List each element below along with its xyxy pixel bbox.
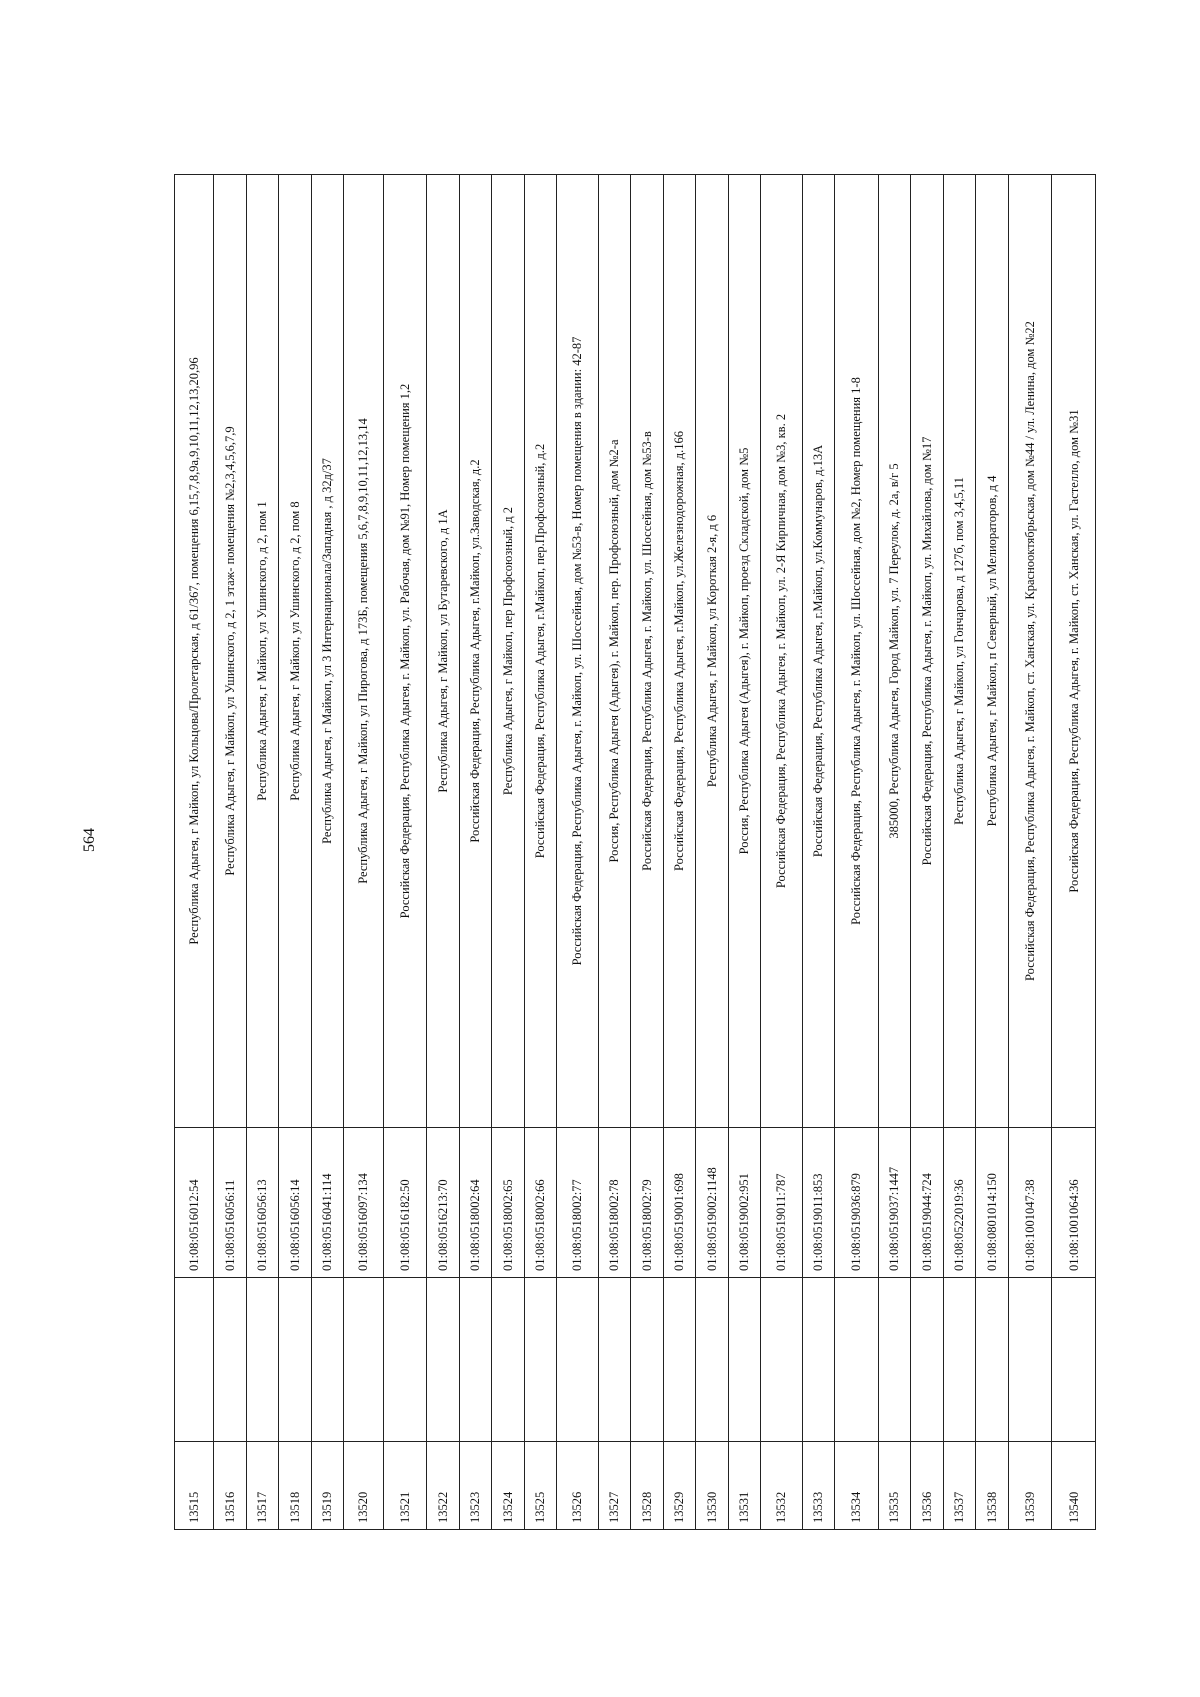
table-row — [1052, 175, 1096, 1530]
address: Российская Федерация, Республика Адыгея, г. Майкоп, ул. Михайлова, дом №17 — [911, 175, 944, 1128]
row-number: 13534 — [835, 1442, 878, 1530]
cadastral-number: 01:08:1001064:36 — [1052, 1128, 1096, 1278]
cadastral-number: 01:08:0522019:36 — [943, 1128, 976, 1278]
address: Россия, Республика Адыгея (Адыгея), г. Майкоп, пер. Профсоюзный, дом №2-а — [598, 175, 631, 1128]
cadastral-number: 01:08:0519011:853 — [802, 1128, 835, 1278]
table-row — [426, 175, 459, 1530]
empty-cell — [459, 1278, 492, 1442]
cadastral-table — [174, 174, 1096, 1530]
address: Российская Федерация, Республика Адыгея, г. Майкоп, ст. Ханская, ул. Гастелло, дом №31 — [1052, 175, 1096, 1128]
table-row — [761, 175, 802, 1530]
empty-cell — [943, 1278, 976, 1442]
cadastral-number: 01:08:0516056:13 — [246, 1128, 279, 1278]
cadastral-number: 01:08:0516012:54 — [175, 1128, 214, 1278]
cadastral-number: 01:08:0518002:78 — [598, 1128, 631, 1278]
row-number: 13539 — [1009, 1442, 1052, 1530]
address: Республика Адыгея, г Майкоп, ул Кольцова/Пролетарская, д 61/367, помещения 6,15,7,8,9а,9,10,11,12,13,20,96 — [175, 175, 214, 1128]
table-row — [696, 175, 729, 1530]
table-row — [524, 175, 557, 1530]
empty-cell — [911, 1278, 944, 1442]
row-number: 13536 — [911, 1442, 944, 1530]
empty-cell — [631, 1278, 664, 1442]
address: Республика Адыгея, г Майкоп, пер Профсоюзный, д 2 — [492, 175, 525, 1128]
address: Российская Федерация, Республика Адыгея, г. Майкоп, ул. 2-Я Кирпичная, дом №3, кв. 2 — [761, 175, 802, 1128]
cadastral-number: 01:08:0518002:77 — [557, 1128, 598, 1278]
row-number: 13529 — [663, 1442, 696, 1530]
row-number: 13540 — [1052, 1442, 1096, 1530]
empty-cell — [835, 1278, 878, 1442]
table-row — [878, 175, 911, 1530]
table-row — [802, 175, 835, 1530]
address: Российская Федерация, Республика Адыгея, г.Майкоп, пер.Профсоюзный, д.2 — [524, 175, 557, 1128]
table-row — [1009, 175, 1052, 1530]
empty-cell — [598, 1278, 631, 1442]
empty-cell — [1052, 1278, 1096, 1442]
address: Республика Адыгея, г Майкоп, ул Пирогова, д 173Б, помещения 5,6,7,8,9,10,11,12,13,14 — [344, 175, 383, 1128]
table-row — [279, 175, 312, 1530]
empty-cell — [663, 1278, 696, 1442]
row-number: 13528 — [631, 1442, 664, 1530]
address: Российская Федерация, Республика Адыгея, г. Майкоп, ул. Шоссейная, дом №53-в, Номер помещения в здании: 42-87 — [557, 175, 598, 1128]
cadastral-number: 01:08:0516182:50 — [383, 1128, 426, 1278]
empty-cell — [802, 1278, 835, 1442]
row-number: 13524 — [492, 1442, 525, 1530]
row-number: 13522 — [426, 1442, 459, 1530]
cadastral-number: 01:08:0518002:79 — [631, 1128, 664, 1278]
address: Республика Адыгея, г Майкоп, п Северный, ул Мелиораторов, д 4 — [976, 175, 1009, 1128]
address: Республика Адыгея, г Майкоп, ул Ушинского, д 2, 1 этаж- помещения №2,3,4,5,6,7,9 — [214, 175, 247, 1128]
address: Российская Федерация, Республика Адыгея, г.Майкоп, ул.Коммунаров, д.13А — [802, 175, 835, 1128]
address: Россия, Республика Адыгея (Адыгея), г. Майкоп, проезд Складской, дом №5 — [728, 175, 761, 1128]
row-number: 13520 — [344, 1442, 383, 1530]
empty-cell — [344, 1278, 383, 1442]
row-number: 13538 — [976, 1442, 1009, 1530]
row-number: 13521 — [383, 1442, 426, 1530]
cadastral-number: 01:08:0516213:70 — [426, 1128, 459, 1278]
rotated-table-container — [174, 175, 1096, 1530]
cadastral-number: 01:08:0519001:698 — [663, 1128, 696, 1278]
address: Республика Адыгея, г Майкоп, ул Бутаревского, д 1А — [426, 175, 459, 1128]
table-row — [728, 175, 761, 1530]
empty-cell — [878, 1278, 911, 1442]
empty-cell — [311, 1278, 344, 1442]
empty-cell — [175, 1278, 214, 1442]
address: Российская Федерация, Республика Адыгея, г.Майкоп, ул.Заводская, д.2 — [459, 175, 492, 1128]
table-row — [344, 175, 383, 1530]
empty-cell — [246, 1278, 279, 1442]
table-row — [557, 175, 598, 1530]
table-row — [663, 175, 696, 1530]
empty-cell — [761, 1278, 802, 1442]
empty-cell — [1009, 1278, 1052, 1442]
address: Республика Адыгея, г Майкоп, ул Ушинского, д 2, пом 1 — [246, 175, 279, 1128]
table-row — [911, 175, 944, 1530]
table-row — [598, 175, 631, 1530]
cadastral-number: 01:08:0516041:114 — [311, 1128, 344, 1278]
empty-cell — [383, 1278, 426, 1442]
table-row — [459, 175, 492, 1530]
row-number: 13517 — [246, 1442, 279, 1530]
table-row — [943, 175, 976, 1530]
empty-cell — [696, 1278, 729, 1442]
row-number: 13526 — [557, 1442, 598, 1530]
address: 385000, Республика Адыгея, Город Майкоп, ул. 7 Переулок, д. 2а, в/г 5 — [878, 175, 911, 1128]
cadastral-number: 01:08:0518002:64 — [459, 1128, 492, 1278]
cadastral-number: 01:08:0518002:66 — [524, 1128, 557, 1278]
table-row — [383, 175, 426, 1530]
address: Республика Адыгея, г Майкоп, ул Гончарова, д 127б, пом 3,4,5,11 — [943, 175, 976, 1128]
cadastral-number: 01:08:1001047:38 — [1009, 1128, 1052, 1278]
row-number: 13530 — [696, 1442, 729, 1530]
cadastral-number: 01:08:0519036:879 — [835, 1128, 878, 1278]
address: Российская Федерация, Республика Адыгея, г.Майкоп, ул.Железнодорожная, д.166 — [663, 175, 696, 1128]
row-number: 13532 — [761, 1442, 802, 1530]
table-row — [631, 175, 664, 1530]
table-row — [976, 175, 1009, 1530]
table-row — [246, 175, 279, 1530]
address: Российская Федерация, Республика Адыгея, г. Майкоп, ул. Шоссейная, дом №53-в — [631, 175, 664, 1128]
row-number: 13515 — [175, 1442, 214, 1530]
cadastral-number: 01:08:0519002:951 — [728, 1128, 761, 1278]
address: Российская Федерация, Республика Адыгея, г. Майкоп, ст. Ханская, ул. Краснооктябрьская, дом №44 / ул. Ленина, дом №22 — [1009, 175, 1052, 1128]
table-row — [492, 175, 525, 1530]
row-number: 13533 — [802, 1442, 835, 1530]
cadastral-number: 01:08:0516097:134 — [344, 1128, 383, 1278]
row-number: 13516 — [214, 1442, 247, 1530]
address: Республика Адыгея, г Майкоп, ул Короткая 2-я, д 6 — [696, 175, 729, 1128]
table-row — [835, 175, 878, 1530]
cadastral-number: 01:08:0519037:1447 — [878, 1128, 911, 1278]
cadastral-number: 01:08:0801014:150 — [976, 1128, 1009, 1278]
empty-cell — [426, 1278, 459, 1442]
table-row — [175, 175, 214, 1530]
address: Республика Адыгея, г Майкоп, ул Ушинского, д 2, пом 8 — [279, 175, 312, 1128]
cadastral-number: 01:08:0519011:787 — [761, 1128, 802, 1278]
empty-cell — [728, 1278, 761, 1442]
empty-cell — [214, 1278, 247, 1442]
empty-cell — [557, 1278, 598, 1442]
row-number: 13525 — [524, 1442, 557, 1530]
table-row — [214, 175, 247, 1530]
cadastral-number: 01:08:0518002:65 — [492, 1128, 525, 1278]
row-number: 13518 — [279, 1442, 312, 1530]
row-number: 13523 — [459, 1442, 492, 1530]
row-number: 13519 — [311, 1442, 344, 1530]
empty-cell — [279, 1278, 312, 1442]
empty-cell — [492, 1278, 525, 1442]
row-number: 13535 — [878, 1442, 911, 1530]
empty-cell — [524, 1278, 557, 1442]
cadastral-number: 01:08:0516056:11 — [214, 1128, 247, 1278]
table-body — [175, 175, 1096, 1530]
address: Республика Адыгея, г Майкоп, ул 3 Интернационала/Западная , д 32д/37 — [311, 175, 344, 1128]
cadastral-number: 01:08:0519002:1148 — [696, 1128, 729, 1278]
address: Российская Федерация, Республика Адыгея, г. Майкоп, ул. Шоссейная, дом №2, Номер помещения 1-8 — [835, 175, 878, 1128]
empty-cell — [976, 1278, 1009, 1442]
row-number: 13537 — [943, 1442, 976, 1530]
table-row — [311, 175, 344, 1530]
cadastral-number: 01:08:0519044:724 — [911, 1128, 944, 1278]
row-number: 13531 — [728, 1442, 761, 1530]
address: Российская Федерация, Республика Адыгея, г. Майкоп, ул. Рабочая, дом №91, Номер помещения 1,2 — [383, 175, 426, 1128]
row-number: 13527 — [598, 1442, 631, 1530]
cadastral-number: 01:08:0516056:14 — [279, 1128, 312, 1278]
page-number: 564 — [81, 828, 98, 852]
